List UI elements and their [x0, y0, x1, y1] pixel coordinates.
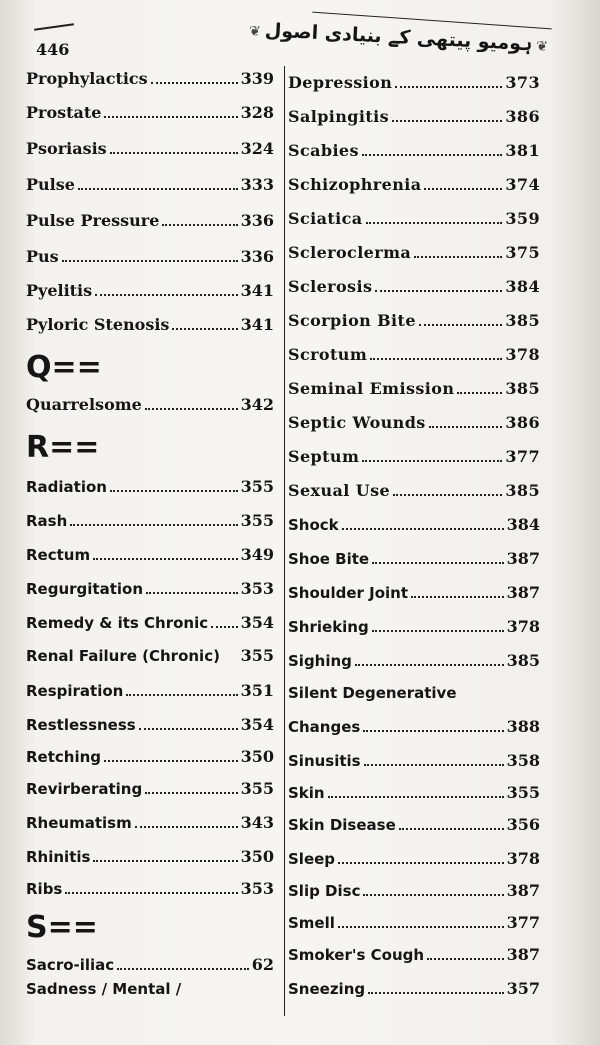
index-entry: Rash 355 — [26, 511, 274, 530]
index-entry: Scleroclerma 375 — [288, 243, 540, 262]
index-entry: Rectum 349 — [26, 545, 274, 564]
section-letter-q: Q== — [26, 350, 102, 385]
index-entry: Sleep 378 — [288, 849, 540, 868]
index-entry: Regurgitation 353 — [26, 579, 274, 598]
index-entry: Septum 377 — [288, 447, 540, 466]
index-entry: Pyloric Stenosis 341 — [26, 315, 274, 334]
index-entry: Salpingitis 386 — [288, 107, 540, 126]
index-entry: Renal Failure (Chronic) 355 — [26, 646, 274, 665]
index-entry: Sciatica 359 — [288, 209, 540, 228]
index-entry: Shoe Bite 387 — [288, 549, 540, 568]
index-entry: Pulse 333 — [26, 175, 274, 194]
section-letter-r: R== — [26, 430, 100, 465]
index-entry: Shrieking 378 — [288, 617, 540, 636]
index-entry: Skin 355 — [288, 783, 540, 802]
ornament-icon: ❦ — [535, 38, 549, 56]
index-entry: Pus 336 — [26, 247, 274, 266]
index-entry: Psoriasis 324 — [26, 139, 274, 158]
index-entry: Quarrelsome 342 — [26, 395, 274, 414]
index-entry: Changes 388 — [288, 717, 540, 736]
index-entry: Sexual Use 385 — [288, 481, 540, 500]
index-entry: Depression 373 — [288, 73, 540, 92]
index-entry: Radiation 355 — [26, 477, 274, 496]
running-header — [248, 19, 552, 65]
index-entry: Remedy & its Chronic 354 — [26, 613, 274, 632]
index-entry: Sighing 385 — [288, 651, 540, 670]
index-entry: Pulse Pressure 336 — [26, 211, 274, 230]
index-entry: Shoulder Joint 387 — [288, 583, 540, 602]
index-entry: Sclerosis 384 — [288, 277, 540, 296]
section-letter-s: S== — [26, 910, 98, 945]
index-entry: Pyelitis 341 — [26, 281, 274, 300]
index-entry: Sacro-iliac 62 — [26, 955, 274, 974]
index-entry: Shock 384 — [288, 515, 540, 534]
index-entry: Smell 377 — [288, 913, 540, 932]
index-entry: Slip Disc 387 — [288, 881, 540, 900]
index-entry: Schizophrenia 374 — [288, 175, 540, 194]
index-entry: Sneezing 357 — [288, 979, 540, 998]
index-entry: Ribs 353 — [26, 879, 274, 898]
index-entry: Prostate 328 — [26, 103, 274, 122]
urdu-title: ہومیو پیتھی کے بنیادی اصول — [264, 19, 533, 56]
index-entry: Scrotum 378 — [288, 345, 540, 364]
ornament-icon: ❦ — [248, 23, 262, 41]
index-entry: Retching 350 — [26, 747, 274, 766]
index-entry: Restlessness 354 — [26, 715, 274, 734]
index-entry: Septic Wounds 386 — [288, 413, 540, 432]
index-entry: Sinusitis 358 — [288, 751, 540, 770]
index-entry: Rhinitis 350 — [26, 847, 274, 866]
index-entry: Rheumatism 343 — [26, 813, 274, 832]
index-entry: Revirberating 355 — [26, 779, 274, 798]
index-entry: Scabies 381 — [288, 141, 540, 160]
index-entry: Sadness / Mental / — [26, 980, 182, 998]
column-divider — [284, 66, 285, 1016]
index-entry: Respiration 351 — [26, 681, 274, 700]
index-entry: Scorpion Bite 385 — [288, 311, 540, 330]
index-entry: Silent Degenerative — [288, 684, 457, 702]
header-rule-left — [34, 23, 74, 31]
page-number: 446 — [36, 40, 70, 59]
index-entry: Seminal Emission 385 — [288, 379, 540, 398]
index-entry: Skin Disease 356 — [288, 815, 540, 834]
index-entry: Prophylactics 339 — [26, 69, 274, 88]
index-entry: Smoker's Cough 387 — [288, 945, 540, 964]
